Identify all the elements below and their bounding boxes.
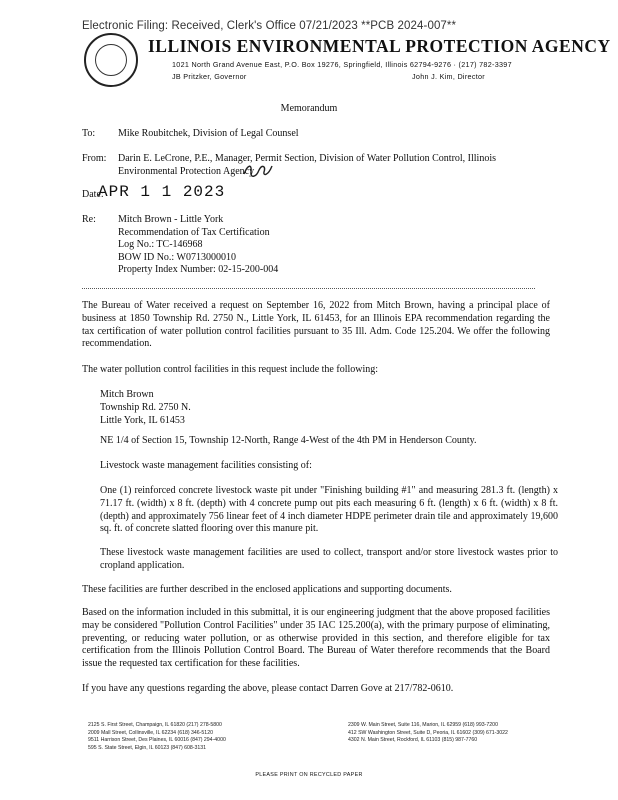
footer-office: 2009 Mall Street, Collinsville, IL 62234 (618) 346-5120 xyxy=(88,729,213,736)
enclosed-docs-paragraph: These facilities are further described in the enclosed applications and supporting documents. xyxy=(82,584,452,595)
to-value: Mike Roubitchek, Division of Legal Counsel xyxy=(118,128,299,139)
re-label: Re: xyxy=(82,214,96,225)
legal-location: NE 1/4 of Section 15, Township 12-North, Range 4-West of the 4th PM in Henderson County. xyxy=(100,435,477,446)
contact-paragraph: If you have any questions regarding the above, please contact Darren Gove at 217/782-0610. xyxy=(82,683,454,694)
footer-office: 2125 S. First Street, Champaign, IL 61820 (217) 278-5800 xyxy=(88,722,222,728)
re-line: Log No.: TC-146968 xyxy=(118,239,203,250)
re-line: Mitch Brown - Little York xyxy=(118,214,224,225)
date-stamp: APR 1 1 2023 xyxy=(98,183,226,201)
agency-name: ILLINOIS ENVIRONMENTAL PROTECTION AGENCY xyxy=(148,36,611,56)
re-value xyxy=(118,214,278,277)
re-line: BOW ID No.: W0713000010 xyxy=(118,251,236,263)
filing-stamp: Electronic Filing: Received, Clerk's Office 07/21/2023 **PCB 2024-007** xyxy=(82,20,457,32)
director-name: John J. Kim, Director xyxy=(412,72,486,81)
footer-office: 4302 N. Main Street, Rockford, IL 61103 (815) 987-7760 xyxy=(348,737,478,744)
re-line: Property Index Number: 02-15-200-004 xyxy=(118,264,279,275)
facility-description: One (1) reinforced concrete livestock waste pit under "Finishing building #1" and measuring 281.3 ft. (length) x 71.17 ft. (width) x 8 ft. (depth) with 4 concrete pump out pits each measuring 6 ft. (length) x 6 ft. (width) x 8 ft. (depth) and approximately 756 linear feet of 4 inch diameter HDPE perimeter drain tile and approximately 19,600 sq. ft. of concrete slatted flooring over this manure pit. xyxy=(100,485,558,535)
handwritten-initials xyxy=(242,160,276,182)
footer-offices-left xyxy=(88,722,226,752)
footer-office: 2309 W. Main Street, Suite 116, Marion, IL 62959 (618) 993-7200 xyxy=(348,722,498,728)
facilities-intro: The water pollution control facilities in this request include the following: xyxy=(82,364,379,375)
state-seal-icon xyxy=(84,33,138,87)
from-line: Darin E. LeCrone, P.E., Manager, Permit Section, Division of Water Pollution Control, Illinois xyxy=(118,153,497,164)
livestock-heading: Livestock waste management facilities consisting of: xyxy=(100,460,312,471)
footer-office: 412 SW Washington Street, Suite D, Peoria, IL 61602 (309) 671-3022 xyxy=(348,729,508,736)
date-label: Date: xyxy=(82,189,104,200)
footer-office: 595 S. State Street, Elgin, IL 60123 (847) 608-3131 xyxy=(88,744,207,751)
intro-paragraph: The Bureau of Water received a request on September 16, 2022 from Mitch Brown, having a principal place of business at 1850 Township Rd. 2750 N., Little York, IL 61453, for an Illinois EPA recommendation regarding the tax certification of water pollution control facilities pursuant to 35 Ill. Adm. Code 125.204. We offer the following recommendation. xyxy=(82,300,550,350)
from-value xyxy=(118,153,558,178)
governor-name: JB Pritzker, Governor xyxy=(172,72,247,81)
footer-offices-right xyxy=(348,722,508,745)
header-divider xyxy=(82,288,535,289)
address-line: Township Rd. 2750 N. xyxy=(100,401,191,413)
memo-title: Memorandum xyxy=(280,103,338,114)
to-label: To: xyxy=(82,128,96,139)
from-label: From: xyxy=(82,153,107,164)
recycled-paper-note: PLEASE PRINT ON RECYCLED PAPER xyxy=(255,772,363,778)
facility-use: These livestock waste management facilities are used to collect, transport and/or store livestock wastes prior to cropland application. xyxy=(100,547,558,571)
footer-office: 9511 Harrison Street, Des Plaines, IL 60016 (847) 294-4000 xyxy=(88,737,226,744)
judgment-paragraph: Based on the information included in this submittal, it is our engineering judgment that the above proposed facilities may be considered "Pollution Control Facilities" under 35 IAC 125.200(a), with the primary purpose of eliminating, preventing, or reducing water pollution, or as otherwise provided in this section, and therefore eligible for tax certification from the Illinois Pollution Control Board. The Bureau of Water therefore recommends that the Board issue the requested tax certification for these facilities. xyxy=(82,607,550,670)
re-line: Recommendation of Tax Certification xyxy=(118,226,270,238)
from-line: Environmental Protection Agency xyxy=(118,165,255,177)
address-line: Mitch Brown xyxy=(100,389,154,400)
agency-address: 1021 North Grand Avenue East, P.O. Box 19276, Springfield, Illinois 62794-9276 · (217) 782-3397 xyxy=(172,60,512,69)
applicant-address xyxy=(100,389,558,427)
address-line: Little York, IL 61453 xyxy=(100,414,185,426)
